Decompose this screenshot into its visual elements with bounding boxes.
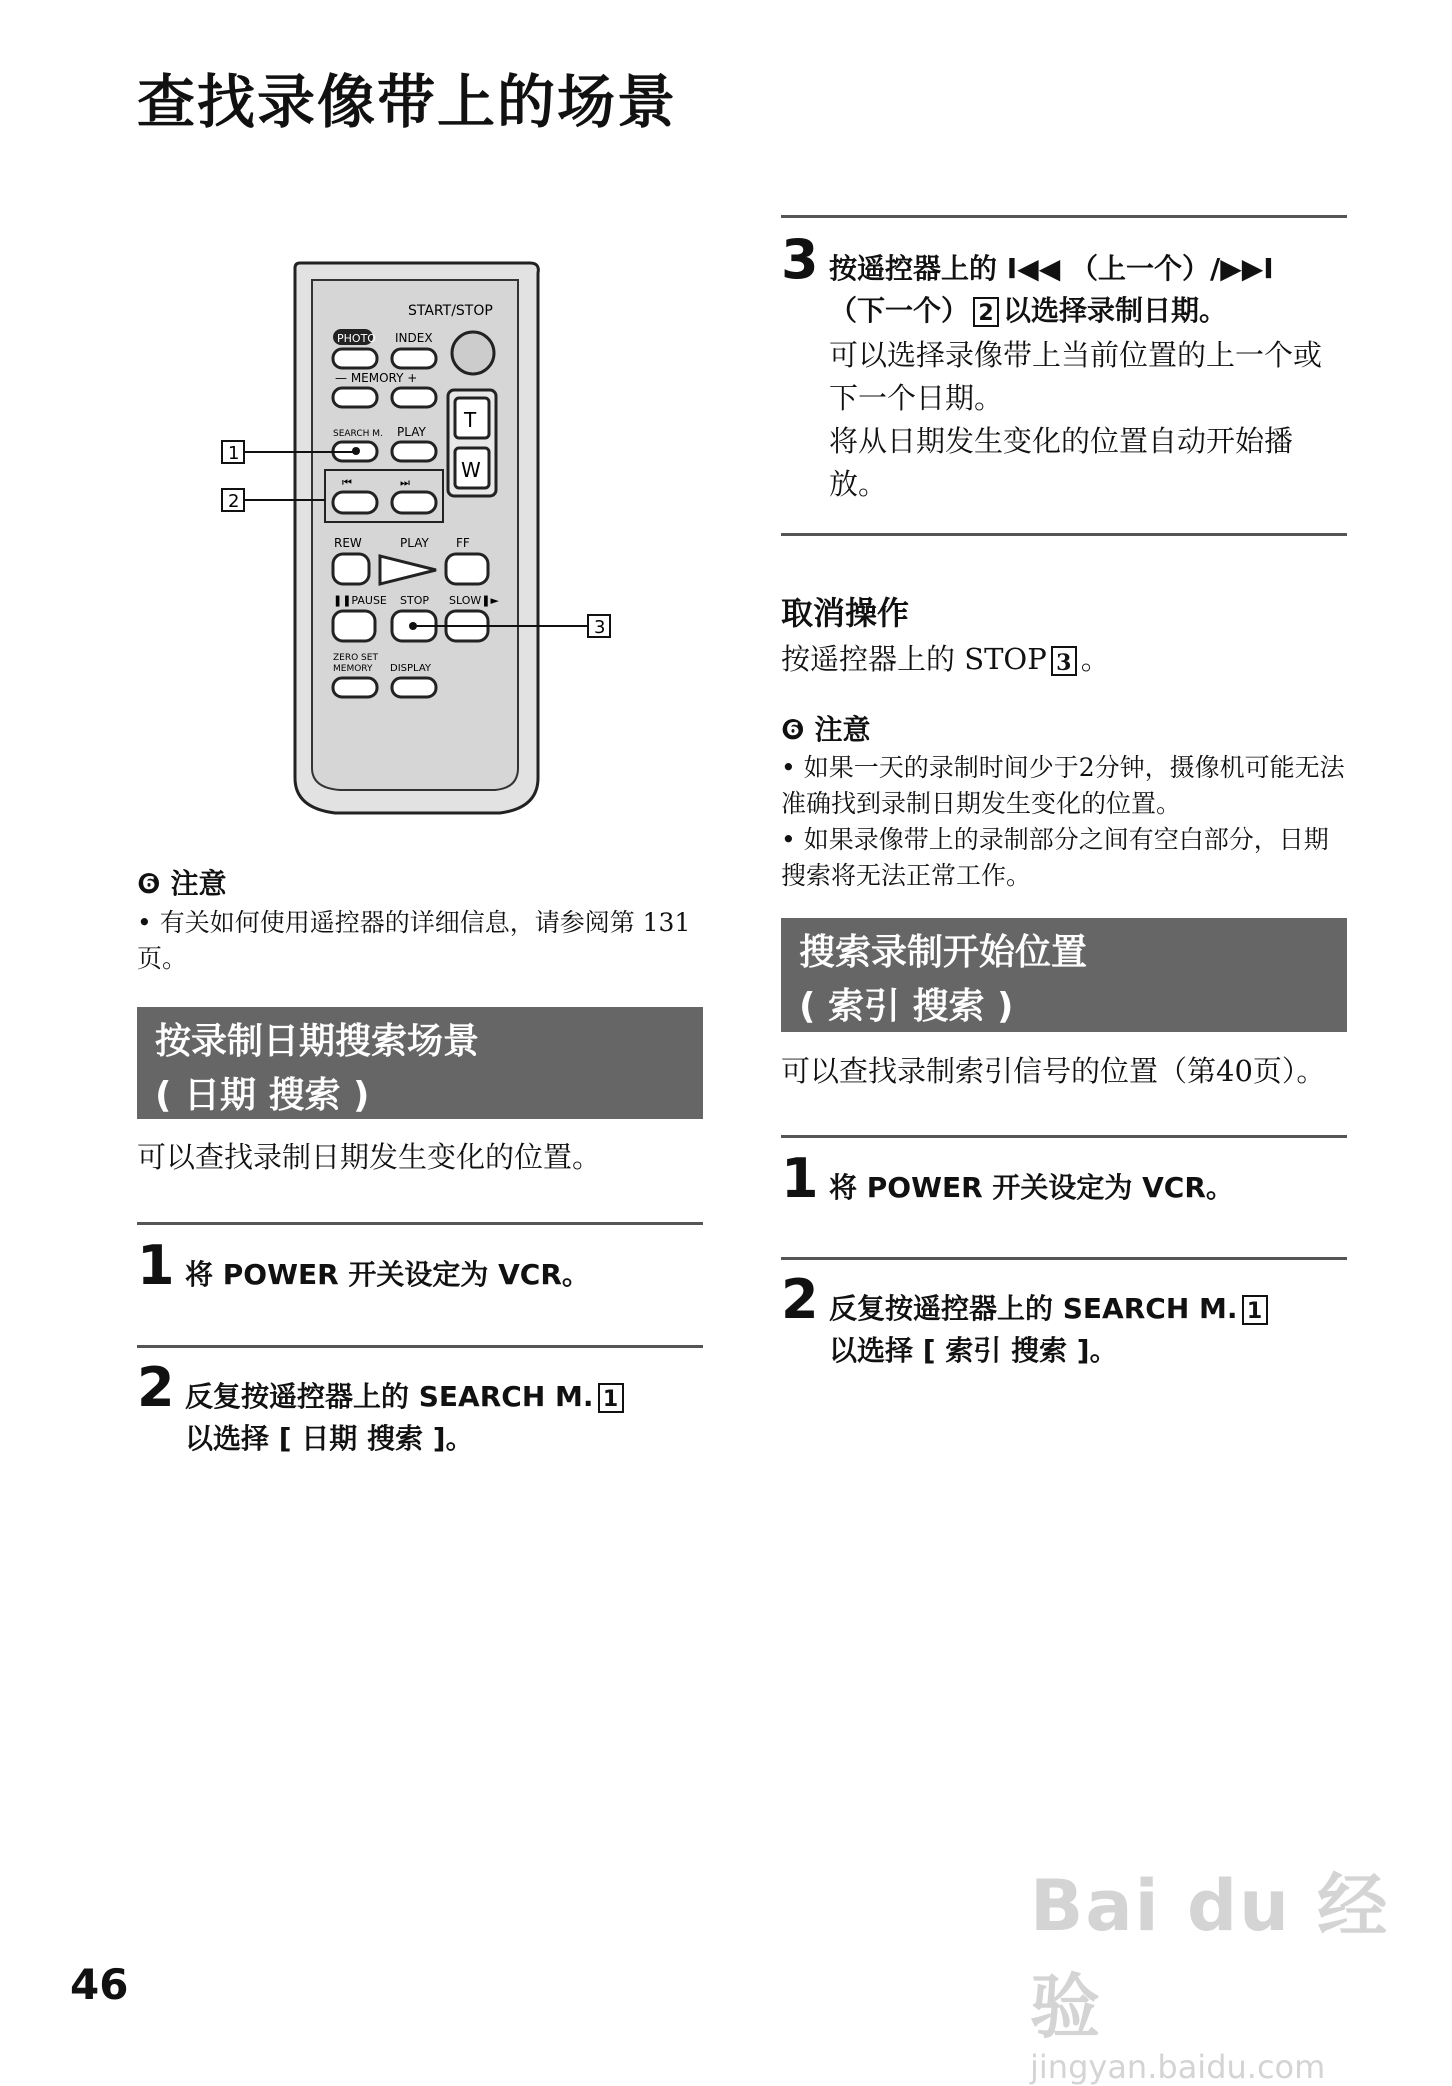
prev-button (333, 492, 377, 513)
cancel-text: 按遥控器上的 STOP 3 。 (781, 642, 1110, 676)
photo-button (333, 349, 377, 368)
step-number: 1 (137, 1234, 175, 1297)
rew-button (333, 554, 369, 584)
page-number: 46 (70, 1960, 129, 2009)
page-title: 查找录像带上的场景 (137, 68, 678, 136)
next-glyph: ⏭ (400, 476, 410, 489)
index-label: INDEX (395, 331, 433, 345)
search-m-label: SEARCH M. (333, 429, 383, 439)
step-description: 将从日期发生变化的位置自动开始播放。 (829, 424, 1294, 501)
cancel-heading: 取消操作 (781, 594, 910, 632)
prev-icon: I◀◀ (1006, 252, 1061, 285)
callout-ref-box: 3 (1051, 646, 1077, 676)
left-note-text: • 有关如何使用遥控器的详细信息，请参阅第 131 页。 (137, 908, 691, 973)
step-number: 2 (137, 1356, 175, 1419)
ff-button (446, 554, 488, 584)
memory-label: — MEMORY + (335, 371, 418, 385)
divider (781, 215, 1347, 218)
memory-minus-button (333, 388, 377, 407)
play-big-label: PLAY (400, 536, 429, 550)
start-stop-label: START/STOP (408, 303, 493, 319)
step-text: 将 POWER 开关设定为 VCR。 (185, 1258, 590, 1291)
callout-ref-box: 1 (598, 1383, 624, 1413)
step-number: 3 (781, 228, 819, 291)
zero-set-memory-button (333, 678, 377, 697)
slow-label: SLOW❚► (449, 594, 499, 607)
callout-2-label: 2 (228, 491, 240, 512)
note-icon: ❻ (137, 867, 171, 900)
callout-1-label: 1 (228, 443, 240, 464)
divider (781, 533, 1347, 536)
play-small-button (392, 442, 436, 461)
callout-ref-box: 1 (1242, 1295, 1268, 1325)
index-search-intro: 可以查找录制索引信号的位置（第40页）。 (781, 1054, 1326, 1088)
date-search-intro: 可以查找录制日期发生变化的位置。 (137, 1140, 602, 1174)
next-button (392, 492, 436, 513)
display-button (392, 678, 436, 697)
tele-label: T (464, 408, 477, 432)
step-text: 将 POWER 开关设定为 VCR。 (829, 1171, 1234, 1204)
divider (137, 1345, 703, 1348)
index-search-banner: 搜索录制开始位置 ( 索引 搜索 ) (781, 918, 1347, 1032)
ff-label: FF (456, 536, 470, 550)
zero-memory-label: MEMORY (333, 664, 373, 674)
step-number: 1 (781, 1147, 819, 1210)
watermark (1030, 1850, 1452, 2086)
watermark-logo: Bai du 经验 (1030, 1865, 1390, 2048)
left-note-heading: ❻ 注意 (137, 867, 227, 900)
pause-button (333, 611, 375, 641)
note-icon: ❻ (781, 713, 815, 746)
play-small-label: PLAY (397, 425, 426, 439)
zero-set-label: ZERO SET (333, 653, 378, 663)
step-description: 可以选择录像带上当前位置的上一个或下一个日期。 (829, 338, 1323, 415)
date-search-banner: 按录制日期搜索场景 ( 日期 搜索 ) (137, 1007, 703, 1119)
right-note-bullet: • 如果一天的录制时间少于2分钟，摄像机可能无法准确找到录制日期发生变化的位置。 (781, 753, 1345, 818)
stop-label: STOP (400, 594, 429, 607)
right-note-heading: ❻ 注意 (781, 713, 871, 746)
callout-ref-box: 2 (973, 297, 999, 327)
remote-control-illustration (200, 258, 620, 818)
divider (781, 1135, 1347, 1138)
wide-label: W (461, 458, 481, 482)
callout-3-label: 3 (594, 617, 606, 638)
step-text: 反复按遥控器上的 SEARCH M. 1 以选择 [ 日期 搜索 ]。 (185, 1376, 628, 1460)
pause-label: ❚❚PAUSE (333, 594, 387, 607)
start-stop-button (452, 332, 494, 374)
divider (781, 1257, 1347, 1260)
next-icon: ▶▶I (1220, 252, 1274, 285)
right-note-bullet: • 如果录像带上的录制部分之间有空白部分，日期 搜索将无法正常工作。 (781, 825, 1329, 890)
memory-plus-button (392, 388, 436, 407)
divider (137, 1222, 703, 1225)
step-text: 反复按遥控器上的 SEARCH M. 1 以选择 [ 索引 搜索 ]。 (829, 1288, 1272, 1372)
step-text: 按遥控器上的 I◀◀ （上一个）/▶▶I （下一个） 2 以选择录制日期。 (829, 252, 1274, 327)
prev-glyph: ⏮ (342, 476, 352, 489)
step-number: 2 (781, 1268, 819, 1331)
rew-label: REW (334, 536, 362, 550)
photo-label: PHOTO (337, 332, 376, 345)
watermark-url: jingyan.baidu.com (1030, 2048, 1326, 2086)
index-button (392, 349, 436, 368)
display-label: DISPLAY (390, 663, 432, 674)
